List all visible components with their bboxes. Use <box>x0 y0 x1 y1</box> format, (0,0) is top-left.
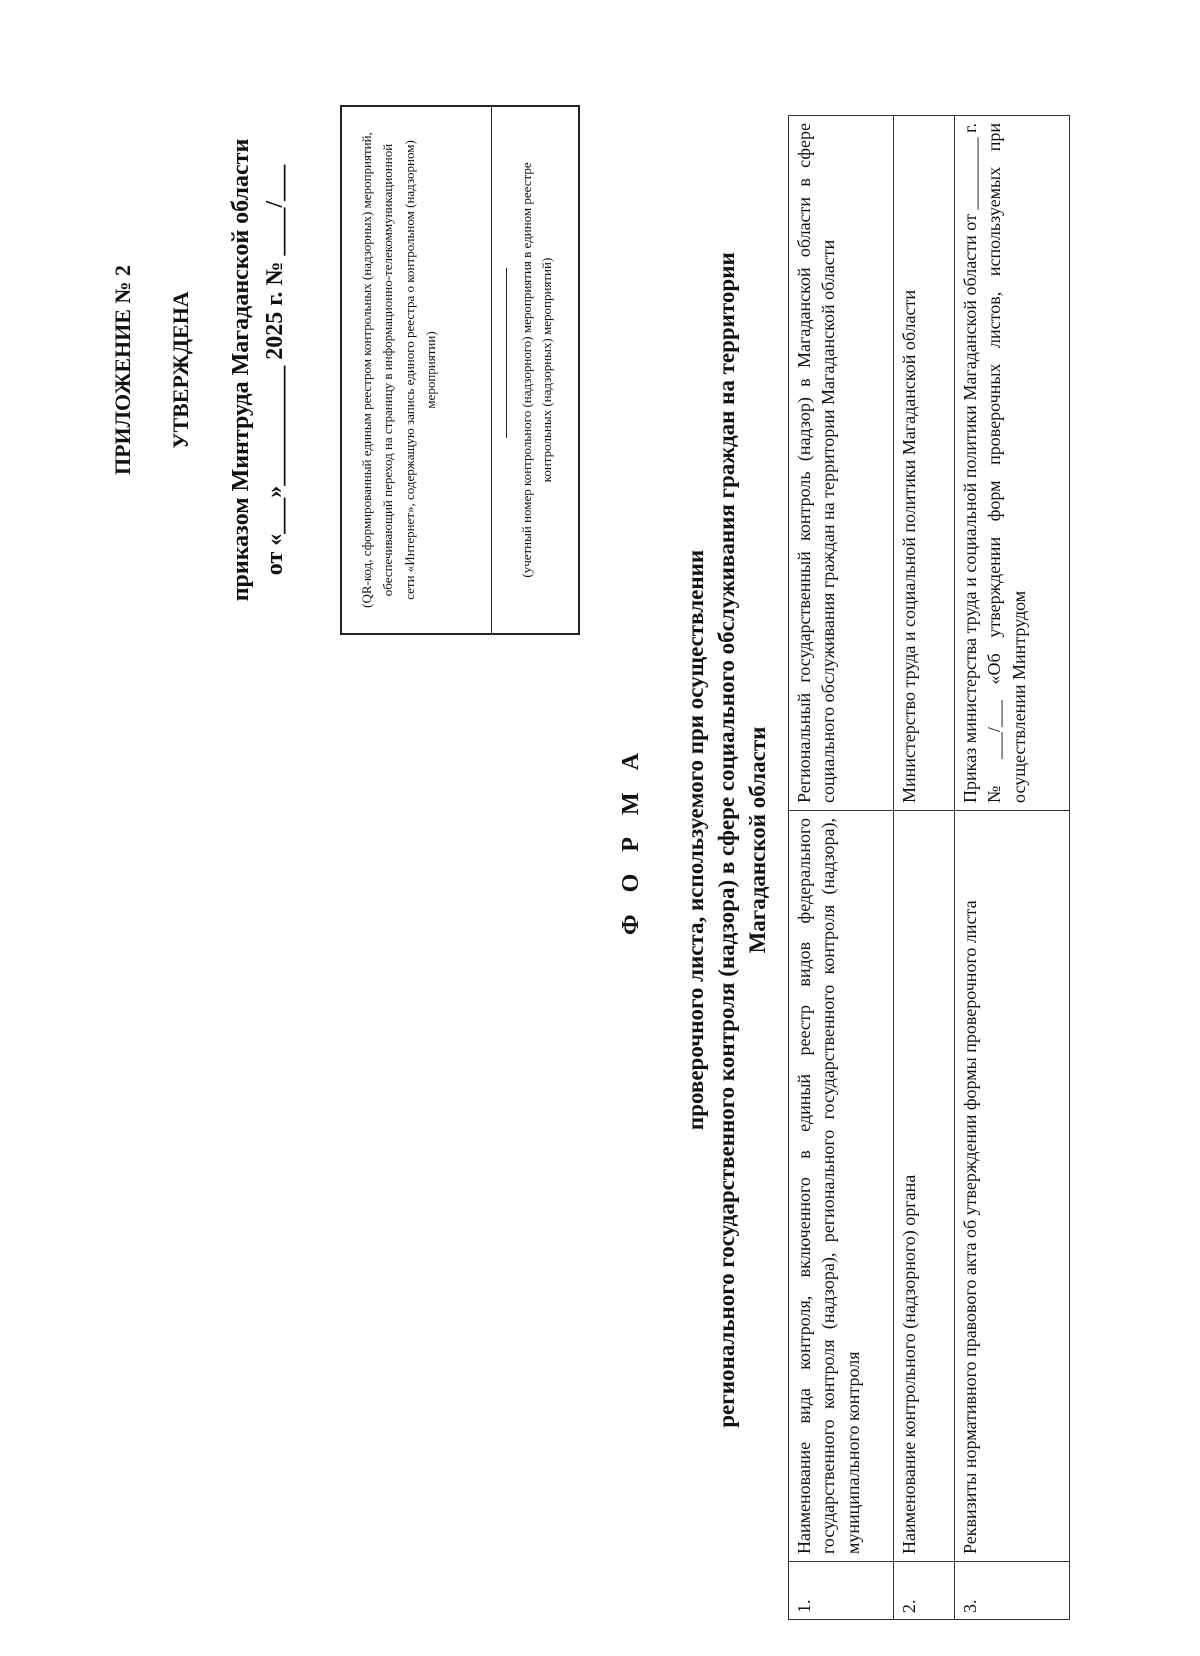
row-value: Региональный государственный контроль (надзор) в Магаданской области в сфере социального обслуживания граждан на территории Магаданской области <box>789 116 894 811</box>
subtitle-line-3: Магаданской области <box>745 726 771 954</box>
table-row <box>789 116 894 1620</box>
document-page <box>40 60 1150 1620</box>
approving-order: приказом Минтруда Магаданской области <box>228 138 254 602</box>
account-number-caption: (учетный номер контрольного (надзорного) мероприятия в едином реестре контрольных (надзорных) мероприятий) <box>519 162 555 578</box>
qr-code-box <box>340 105 580 635</box>
account-number-cell <box>492 107 582 633</box>
checklist-details-table <box>788 115 1070 1620</box>
row-label: Реквизиты нормативного правового акта об утверждении формы проверочного листа <box>955 811 1070 1562</box>
form-title: Ф О Р М А <box>618 745 644 935</box>
row-value: Приказ министерства труда и социальной политики Магаданской области от ________ г. № ___/___ «Об утверждении форм проверочных листов, используемых при осуществлении Минтрудом <box>955 116 1070 811</box>
form-subtitle <box>680 60 773 1620</box>
subtitle-line-1: проверочного листа, используемого при осуществлении <box>683 549 708 1131</box>
row-number: 1. <box>789 1562 894 1620</box>
appendix-number: ПРИЛОЖЕНИЕ № 2 <box>110 264 135 476</box>
row-label: Наименование вида контроля, включенного в единый реестр видов федерального государственного контроля (надзора), регионального государственного контроля (надзора), муниципального контроля <box>789 811 894 1562</box>
order-date-line: от «___»__________ 2025 г. № ____/___ <box>262 164 288 576</box>
row-value: Министерство труда и социальной политики Магаданской области <box>894 116 955 811</box>
row-label: Наименование контрольного (надзорного) органа <box>894 811 955 1562</box>
subtitle-line-2: регионального государственного контроля (надзора) в сфере социального обслуживания граждан на территории <box>714 252 740 1428</box>
account-number-blank-line <box>506 268 507 438</box>
table-row <box>894 116 955 1620</box>
qr-code-caption: (QR-код, сформированный единым реестром контрольных (надзорных) мероприятий, обеспечивающий переход на страницу в информационно-телекоммуникационной сети «Интернет», содержащую запись единого реестра о контрольном (надзорном) мероприятии) <box>342 107 492 633</box>
approved-label: УТВЕРЖДЕНА <box>168 291 193 449</box>
table-row <box>955 116 1070 1620</box>
row-number: 3. <box>955 1562 1070 1620</box>
row-number: 2. <box>894 1562 955 1620</box>
